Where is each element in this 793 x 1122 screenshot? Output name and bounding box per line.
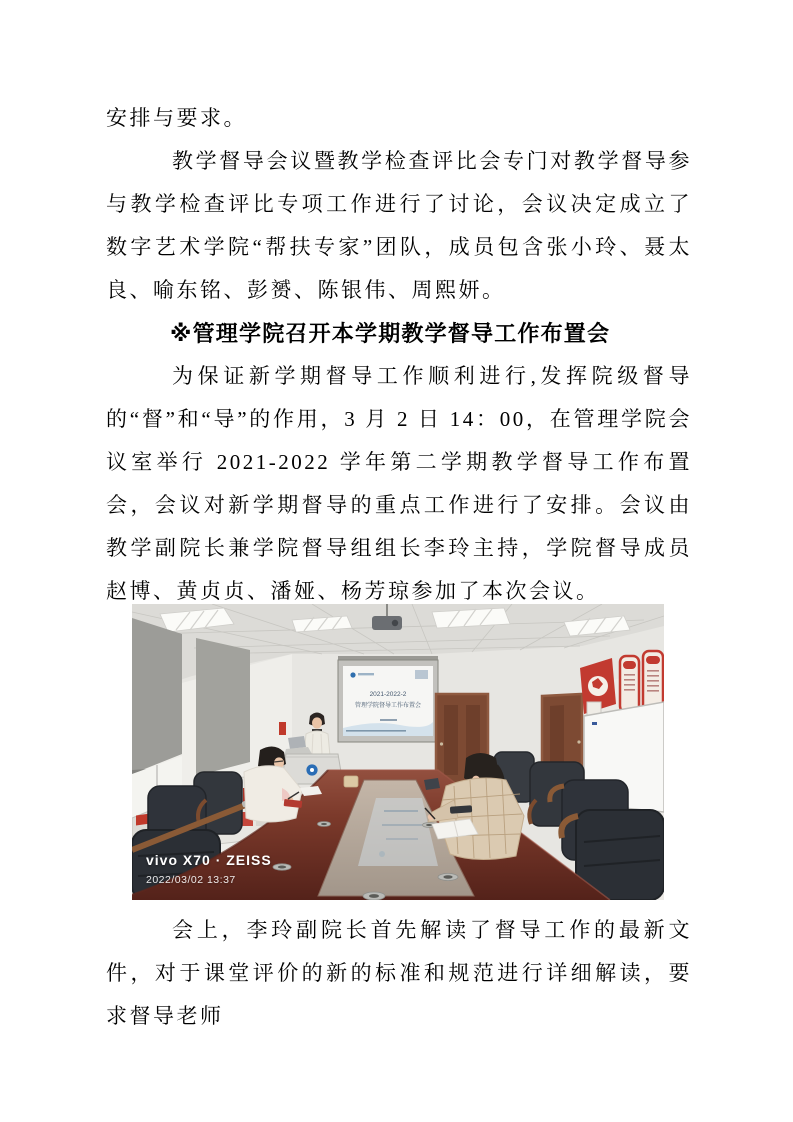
section-heading: ※管理学院召开本学期教学督导工作布置会 [170, 321, 611, 346]
tissue-box [344, 776, 358, 787]
paragraph-file-interpretation: 会上，李玲副院长首先解读了督导工作的最新文件，对于课堂评价的新的标准和规范进行详细解读，要求督导老师 [106, 918, 692, 1028]
photo-slide-title: 管理学院督导工作布置会 [354, 703, 422, 709]
projection-screen [338, 656, 438, 742]
text-column [106, 97, 692, 613]
paragraph-supervision-meeting: 教学督导会议暨教学检查评比会专门对教学督导参与教学检查评比专项工作进行了讨论，会议决定成立了数字艺术学院“帮扶专家”团队，成员包含张小玲、聂太良、喻东铭、彭赟、陈银伟、周熙妍。 [106, 149, 692, 302]
camera-watermark: vivo X70 · ZEISS [146, 852, 272, 868]
paragraph-continuation: 安排与要求。 [106, 106, 247, 130]
photo-watermark [146, 852, 272, 886]
paragraph-meeting-arrangement: 为保证新学期督导工作顺利进行,发挥院级督导的“督”和“导”的作用，3 月 2 日 14：00，在管理学院会议室举行 2021-2022 学年第二学期教学督导工作布置会，会议对新学期督导的重点工作进行了安排。会议由教学副院长兼学院督导组组长李玲主持，学院督导成员赵博、黄贞贞、潘娅、杨芳琼参加了本次会议。 [106, 364, 692, 603]
fire-extinguisher-box [279, 722, 286, 735]
meeting-room-photo [132, 604, 664, 900]
phone-stand [424, 778, 440, 790]
text-column-bottom [106, 909, 692, 1038]
timestamp-watermark: 2022/03/02 13:37 [146, 874, 236, 886]
photo-slide-term: 2021-2022-2 [369, 691, 407, 698]
